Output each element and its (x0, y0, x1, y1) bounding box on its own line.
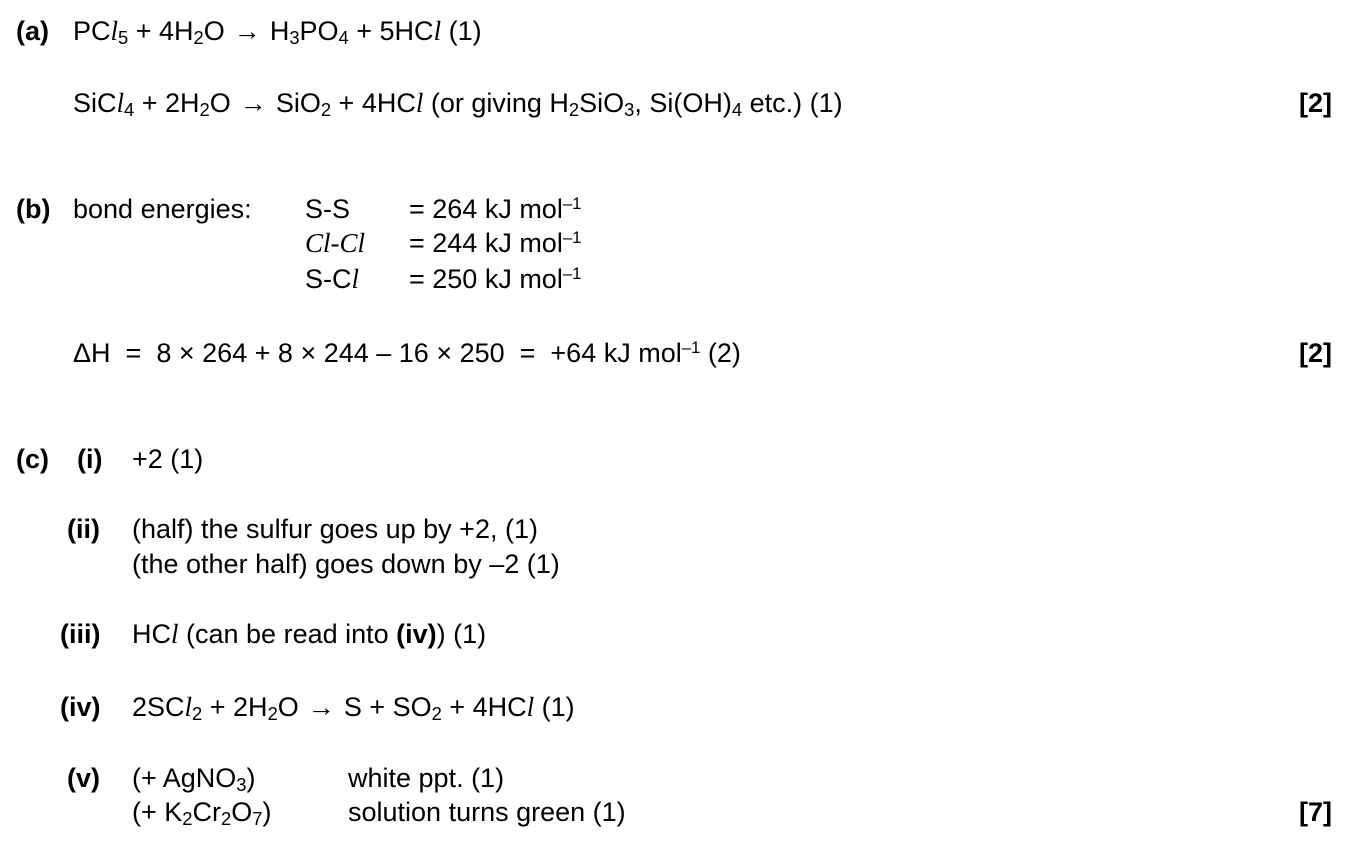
bond-cl-cl: Cl-Cl (305, 228, 366, 258)
reaction-arrow: → (239, 88, 267, 118)
bond-s-s: S-S (305, 194, 351, 224)
bond-cl-cl-value: = 244 kJ mol$^{-1}$ (409, 227, 582, 258)
reaction-arrow: → (233, 16, 261, 46)
test-agno3-reagent: (+ AgNO$_3$) (132, 763, 256, 796)
test-agno3-result: white ppt. (1) (348, 763, 505, 793)
part-c-iii-answer: HCl (can be read into (iv)) (1) (132, 619, 487, 649)
enthalpy-calculation: ΔH = 8 × 264 + 8 × 244 – 16 × 250 = +64 kJ mol$^{-1}$ (2) (73, 337, 741, 368)
part-b-marks: [2] (1299, 338, 1332, 368)
part-c-ii-line1: (half) the sulfur goes up by +2, (1) (132, 514, 538, 544)
part-a-label: (a) (16, 16, 49, 46)
part-c-i-label: (i) (77, 444, 103, 474)
part-c-i-answer: +2 (1) (132, 444, 204, 474)
part-a-marks: [2] (1299, 88, 1332, 118)
part-c-marks: [7] (1299, 797, 1332, 827)
part-c-label: (c) (16, 444, 49, 474)
part-c-iv-label: (iv) (60, 692, 101, 722)
equation-sicl4-hydrolysis: SiCl$_4$ + $2H_2O \to SiO_2 + 4HCl$ (or giving $H_2SiO_3$, $Si(OH)_4$ etc.) (1) (73, 88, 843, 121)
equation-pcl5-hydrolysis: $PCl_5 + 4H_2O \to H_3PO_4 + 5HCl$ (1) (73, 16, 482, 49)
bond-s-cl-value: = 250 kJ mol$^{-1}$ (409, 263, 582, 294)
equation-scl2-hydrolysis: $2SCl_2 + 2H_2O \to S + SO_2 + 4HCl$ (1) (132, 692, 575, 725)
part-c-iii-label: (iii) (60, 619, 101, 649)
part-c-ii-label: (ii) (67, 514, 100, 544)
test-dichromate-reagent: (+ $K_2Cr_2O_7$) (132, 797, 272, 830)
test-dichromate-result: solution turns green (1) (348, 797, 626, 827)
reaction-arrow: → (307, 692, 335, 722)
bond-s-cl: S-Cl (305, 264, 360, 294)
part-b-label: (b) (16, 194, 51, 224)
part-c-v-label: (v) (67, 763, 100, 793)
part-c-ii-line2: (the other half) goes down by –2 (1) (132, 549, 560, 579)
bond-energies-intro: bond energies: (73, 194, 252, 224)
bond-s-s-value: = 264 kJ mol$^{-1}$ (409, 193, 582, 224)
